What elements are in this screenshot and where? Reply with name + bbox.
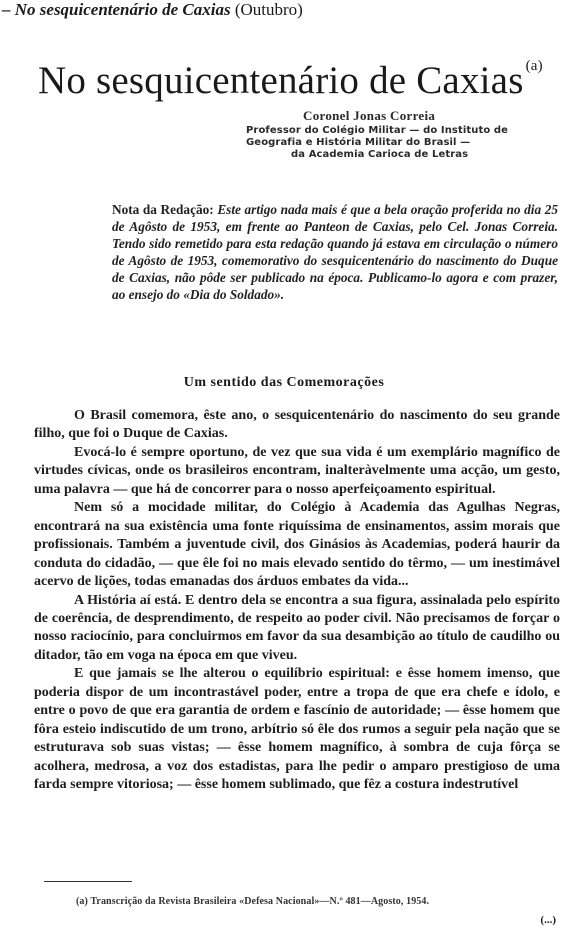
running-header-title: – No sesquicentenário de Caxias (2, 0, 231, 19)
article-body (34, 407, 560, 795)
body-paragraph: O Brasil comemora, êste ano, o sesquicentenário do nascimento do seu grande filho, que foi o Duque de Caxias. (34, 408, 560, 442)
author-affiliation: da Academia Carioca de Letras (291, 149, 469, 160)
body-paragraph: E que jamais se lhe alterou o equilíbrio espiritual: e êsse homem imenso, que poderia dispor de um incontrastável poder, entre a tropa de que era chefe e ídolo, e entre o povo de que era garantia de ordem e fascínio de autoridade; — êsse homem que fôra esteio indiscutido de um trono, arbítrio só êle dos rumos a seguir pela nação que se estruturava sob suas vistas; — êsse homem magnífico, à sombra de cuja fôrça se acolhera, medrosa, a voz dos estadistas, para lhe pedir o amparo prestigioso de uma farda sempre vitoriosa; — êsse homem sublimado, que fêz a costura indestrutível (34, 666, 560, 793)
author-block (246, 110, 536, 161)
article-title-text: No sesquicentenário de Caxias (38, 59, 524, 102)
editor-note-label: Nota da Redação: (112, 202, 214, 217)
footnote-divider (44, 881, 132, 882)
section-heading: Um sentido das Comemorações (183, 375, 385, 390)
author-affiliation: Geografia e História Militar do Brasil — (246, 137, 471, 148)
body-paragraph: Evocá-lo é sempre oportuno, de vez que sua vida é um exemplário magnífico de virtudes cívicas, onde os brasileiros encontram, inalteràvelmente uma acção, um gesto, uma palavra — que há de concorrer para o nosso aperfeiçoamento espiritual. (34, 444, 560, 497)
continuation-mark: (...) (540, 914, 556, 926)
author-affiliation: Professor do Colégio Militar — do Instituto de (246, 125, 509, 136)
running-header-note: (Outubro) (234, 0, 303, 19)
title-footnote-marker: (a) (525, 58, 543, 74)
editor-note-text: Este artigo nada mais é que a bela oração proferida no dia 25 de Agôsto de 1953, em frente ao Panteon de Caxias, pelo Cel. Jonas Correia. Tendo sido remetido para esta redação quando já estava em circulação o número de Agôsto de 1953, comemorativo do sesquicentenário do nascimento do Duque de Caxias, não pôde ser publicado na época. Publicamo-lo agora e com prazer, ao ensejo do «Dia do Soldado». (112, 202, 558, 302)
body-paragraph: A História aí está. E dentro dela se encontra a sua figura, assinalada pelo espírito de coerência, de desprendimento, de respeito ao poder civil. Não precisamos de forçar o nosso raciocínio, para concluirmos em favor da sua desambição ao título de caudilho ou ditador, tão em voga na época em que viveu. (34, 592, 560, 663)
footnote: (a) Transcrição da Revista Brasileira «Defesa Nacional»—N.º 481—Agosto, 1954. (76, 896, 430, 907)
body-paragraph: Nem só a mocidade militar, do Colégio à Academia das Agulhas Negras, encontrará na sua existência uma fonte riquíssima de ensinamentos, assim morais que profissionais. Também a juventude civil, dos Ginásios às Academias, poderá haurir da conduta do cidadão, — que êle foi no mais elevado sentido do têrmo, — um inestimável acervo de lições, todas emanadas dos árduos embates da vida... (34, 500, 560, 590)
article-title (38, 44, 543, 103)
editor-note (112, 201, 558, 303)
author-name: Coronel Jonas Correia (303, 108, 436, 123)
running-header (2, 0, 303, 20)
